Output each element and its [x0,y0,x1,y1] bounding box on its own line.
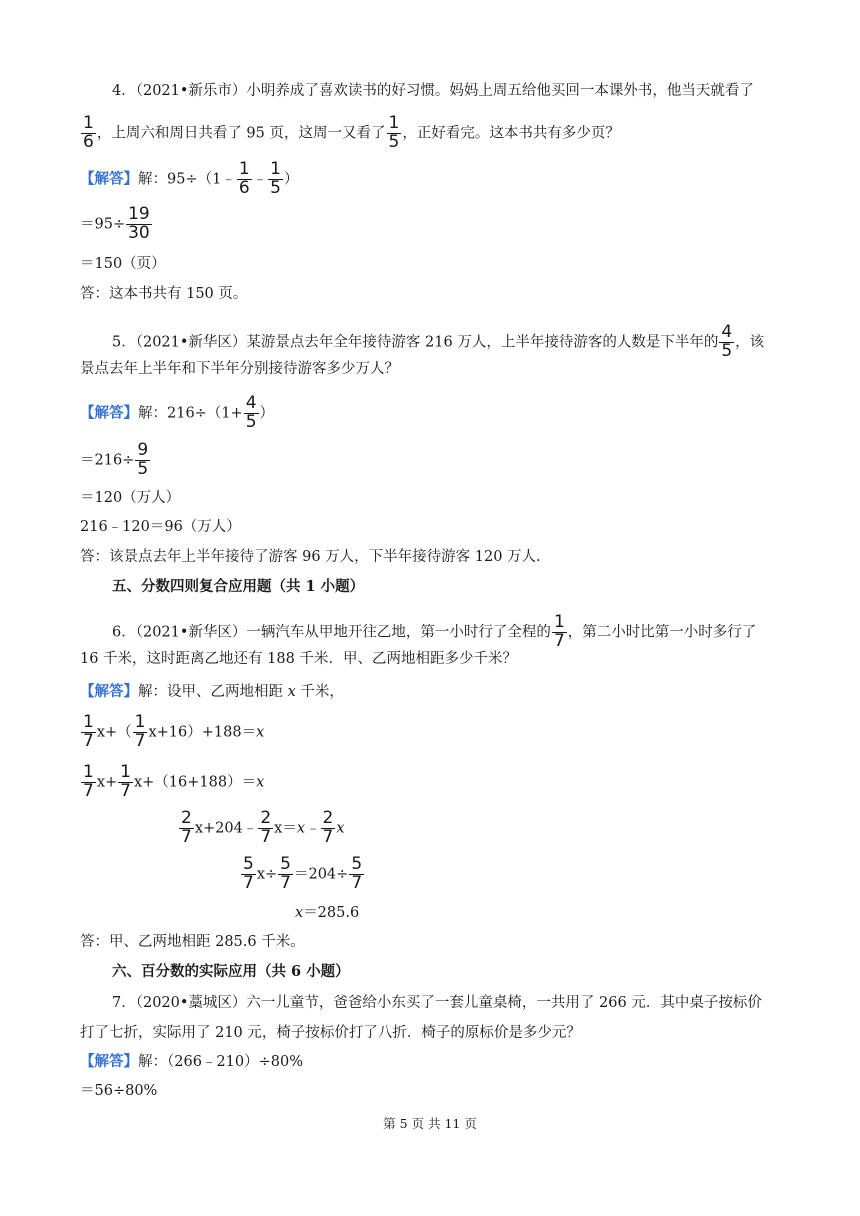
q5-solution-4: 216﹣120＝96（万人） [80,519,241,535]
q7-line-1: 7．（2020•藁城区）六一儿童节，爸爸给小东买了一套儿童桌椅，一共用了 266 元．其中桌子按标价 [112,995,762,1011]
page-footer: 第 5 页 共 11 页 [383,1116,477,1131]
q5-solution-3: ＝120（万人） [80,490,181,506]
fraction: $\frac{1}{7}$ [83,712,94,751]
fraction: $\frac{2}{7}$ [322,808,334,847]
fraction: $\frac{1}{7}$ [553,612,565,651]
fraction: $\frac{1}{7}$ [83,762,94,801]
fraction: $\frac{1}{7}$ [120,762,131,801]
q6-equation-5: x＝285.6 [295,905,360,921]
q4-line-2: $\frac{1}{6}$ ，上周六和周日共看了 95 页，这周一又看了 $\frac{1}{5}$ ，正好看完。这本书共有多少页？ [83,113,620,152]
fraction: $\frac{4}{5}$ [245,393,257,432]
q7-line-2: 打了七折，实际用了 210 元，椅子按标价打了八折．椅子的原标价是多少元？ [80,1025,581,1041]
fraction: $\frac{1}{6}$ [83,113,94,152]
fraction: $\frac{2}{7}$ [260,808,272,847]
q5-solution-2: ＝216÷ $\frac{9}{5}$ [80,440,149,479]
section-heading: 六、百分数的实际应用（共 6 小题） [112,963,350,980]
q4-answer: 答：这本书共有 150 页。 [80,286,248,302]
q5-solution-1: 【解答】解：216÷（1+ $\frac{4}{5}$ ） [80,393,275,432]
q5-line-1: 5．（2021•新华区）某游景点去年全年接待游客 216 万人，上半年接待游客的人数是下半年的 $\frac{4}{5}$ ，该 [112,322,765,361]
fraction: $\frac{5}{7}$ [280,854,291,893]
q5-answer: 答：该景点去年上半年接待了游客 96 万人，下半年接待游客 120 万人. [80,549,541,565]
q5-line-2: 景点去年上半年和下半年分别接待游客多少万人？ [80,361,399,377]
fraction: $\frac{5}{7}$ [243,854,254,893]
fraction: $\frac{19}{30}$ [128,204,150,243]
fraction: $\frac{1}{7}$ [134,712,146,751]
q6-line-2: 16 千米，这时距离乙地还有 188 千米．甲、乙两地相距多少千米？ [80,651,517,667]
q7-solution-1: 【解答】解：（266﹣210）÷80% [80,1053,303,1070]
q4-line-1: 4．（2021•新乐市）小明养成了喜欢读书的好习惯。妈妈上周五给他买回一本课外书，他当天就看了 [112,83,754,99]
answer-tag: 【解答】 [80,404,138,422]
fraction: $\frac{2}{7}$ [181,808,192,847]
fraction: $\frac{9}{5}$ [137,440,149,479]
q6-equation-1: $\frac{1}{7}$ x+（ $\frac{1}{7}$ x+16）+188＝x [83,712,265,751]
fraction: $\frac{1}{5}$ [388,113,400,152]
q7-solution-2: ＝56÷80% [80,1083,158,1099]
q6-line-1: 6．（2021•新华区）一辆汽车从甲地开往乙地，第一小时行了全程的 $\frac{1}{7}$ ，第二小时比第一小时多行了 [112,612,757,651]
answer-tag: 【解答】 [80,683,138,700]
q4-solution-2: ＝95÷ $\frac{19}{30}$ [80,204,150,243]
q4-solution-3: ＝150（页） [80,256,166,272]
fraction: $\frac{4}{5}$ [721,322,733,361]
q6-equation-2: $\frac{1}{7}$ x+ $\frac{1}{7}$ x+（16+188）＝x [83,762,265,801]
section-heading: 五、分数四则复合应用题（共 1 小题） [112,578,365,595]
q6-solution-1: 【解答】解：设甲、乙两地相距 x 千米， [80,683,344,700]
q6-answer: 答：甲、乙两地相距 285.6 千米。 [80,934,305,950]
fraction: $\frac{5}{7}$ [351,854,363,893]
answer-tag: 【解答】 [80,170,138,188]
answer-tag: 【解答】 [80,1053,138,1070]
fraction: $\frac{1}{6}$ [238,159,250,198]
fraction: $\frac{1}{5}$ [270,159,281,198]
q6-equation-3: $\frac{2}{7}$ x+204﹣ $\frac{2}{7}$ x＝x﹣ $\frac{2}{7}$ x [181,808,345,847]
q6-equation-4: $\frac{5}{7}$ x÷ $\frac{5}{7}$ ＝204÷ $\frac{5}{7}$ [243,854,363,893]
q4-solution-1: 【解答】解：95÷（1﹣ $\frac{1}{6}$ ﹣ $\frac{1}{5}$ ） [80,159,299,198]
